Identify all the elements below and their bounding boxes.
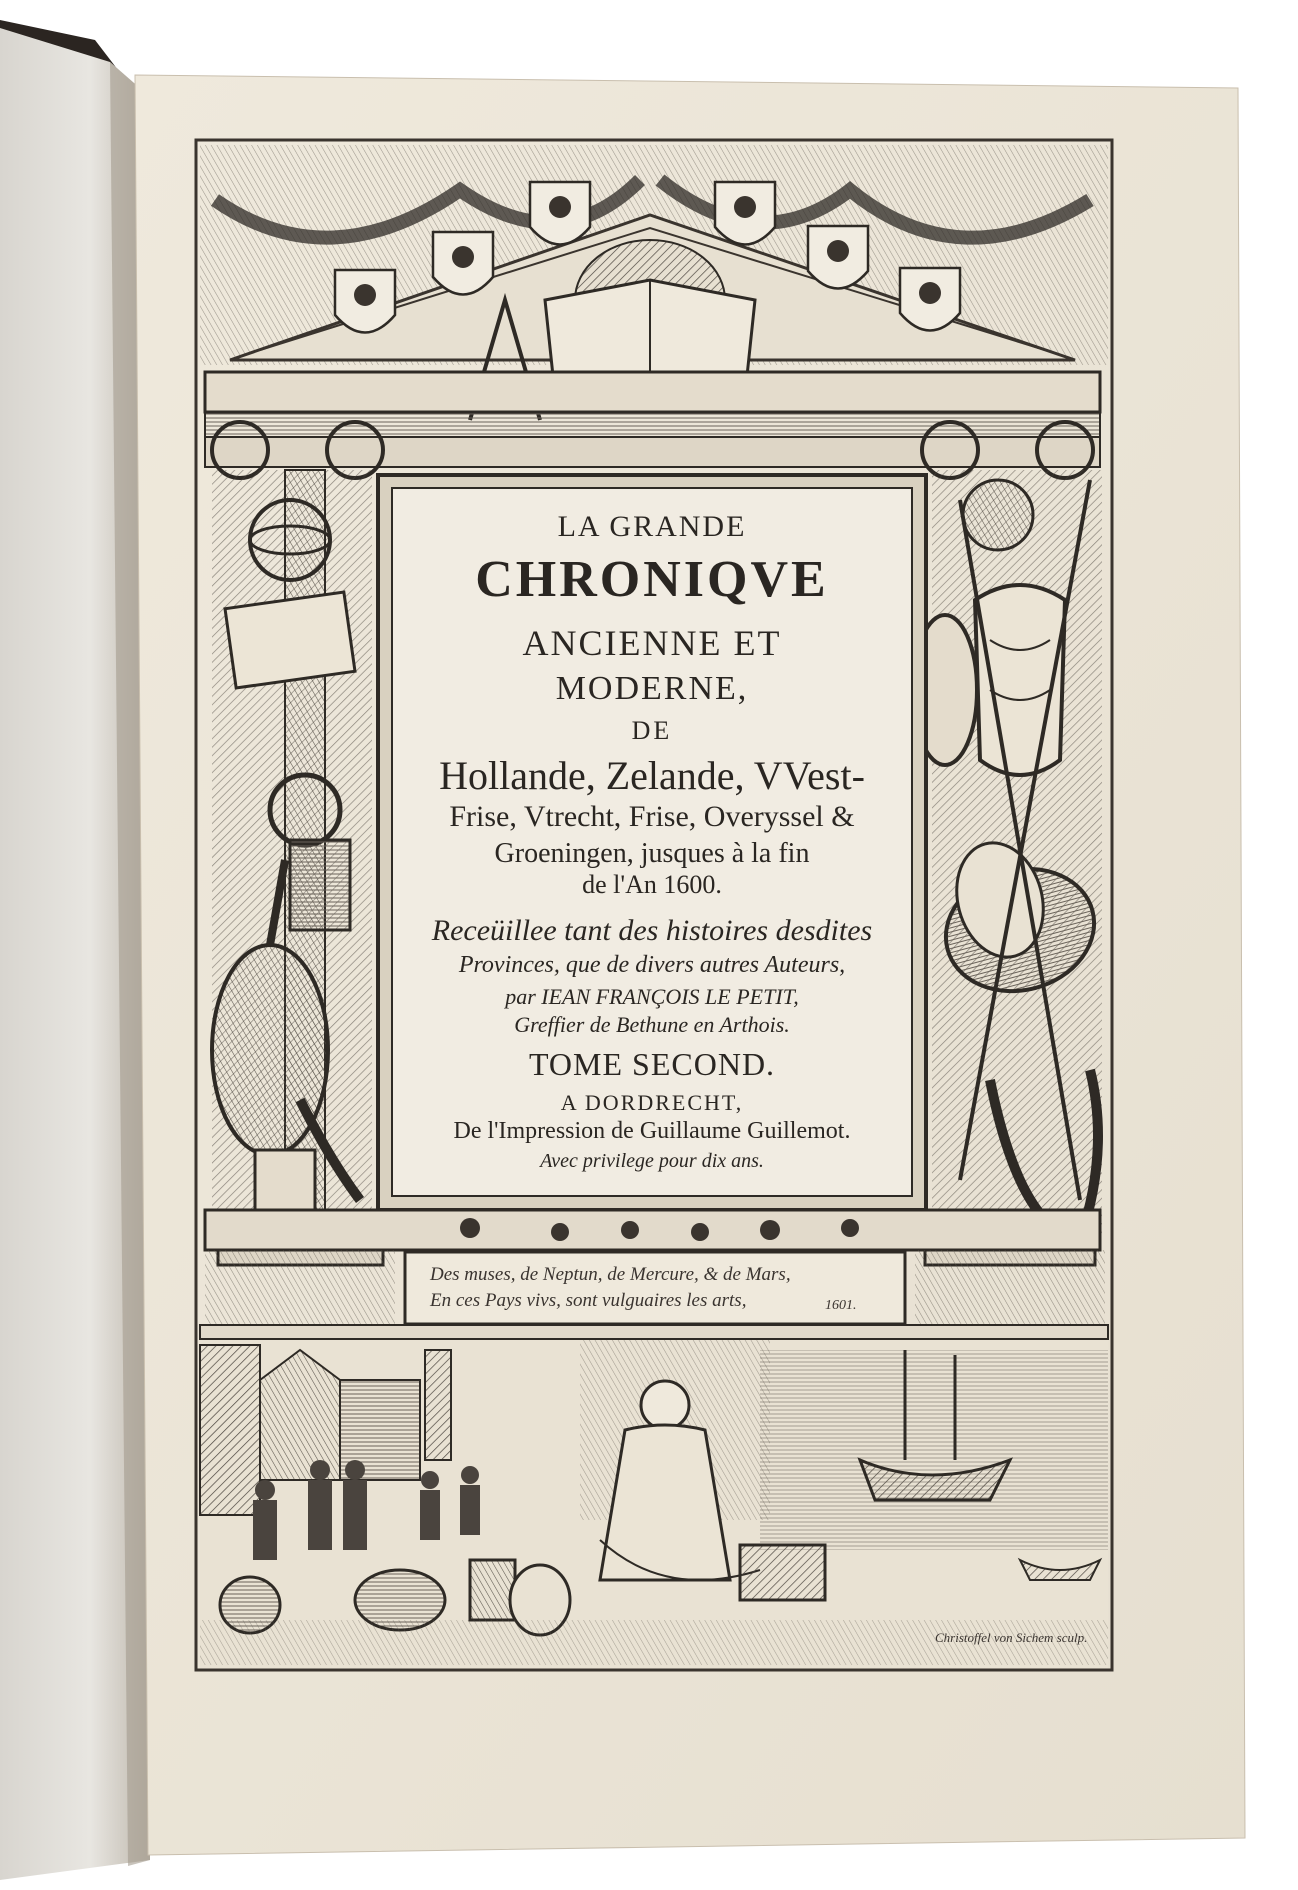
title-line-17: Avec privilege pour dix ans. — [540, 1150, 764, 1172]
title-line-1: LA GRANDE — [557, 510, 747, 543]
title-line-4: MODERNE, — [555, 670, 749, 707]
title-line-3: ANCIENNE ET — [522, 623, 782, 663]
title-line-12: par IEAN FRANÇOIS LE PETIT, — [505, 984, 799, 1009]
title-line-9: de l'An 1600. — [582, 870, 722, 899]
cartouche-line-2: En ces Pays vivs, sont vulguaires les arts, — [430, 1290, 747, 1311]
right-trophy-column — [913, 470, 1108, 1265]
title-line-16: De l'Impression de Guillaume Guillemot. — [453, 1118, 851, 1144]
title-line-15: A DORDRECHT, — [560, 1090, 744, 1115]
title-line-7: Frise, Vtrecht, Frise, Overyssel & — [449, 800, 855, 833]
title-line-5: DE — [631, 716, 673, 745]
title-line-10: Receüillee tant des histoires desdites — [431, 914, 873, 947]
harbour-scene — [200, 1340, 1108, 1668]
entablature — [205, 372, 1100, 478]
cartouche-line-1: Des muses, de Neptun, de Mercure, & de Mars, — [430, 1264, 791, 1285]
title-line-13: Greffier de Bethune en Arthois. — [514, 1012, 790, 1037]
title-text-block — [392, 490, 912, 1195]
title-line-2: CHRONIQVE — [475, 551, 829, 608]
left-trophy-column — [212, 470, 383, 1265]
cartouche-year: 1601. — [825, 1298, 857, 1313]
title-line-6: Hollande, Zelande, VVest- — [439, 753, 865, 798]
engraver-signature: Christoffel von Sichem sculp. — [935, 1630, 1088, 1645]
title-line-11: Provinces, que de divers autres Auteurs, — [458, 952, 846, 978]
title-line-8: Groeningen, jusques à la fin — [494, 838, 810, 869]
inscription-cartouche — [420, 1258, 890, 1322]
title-line-14: TOME SECOND. — [528, 1046, 776, 1082]
